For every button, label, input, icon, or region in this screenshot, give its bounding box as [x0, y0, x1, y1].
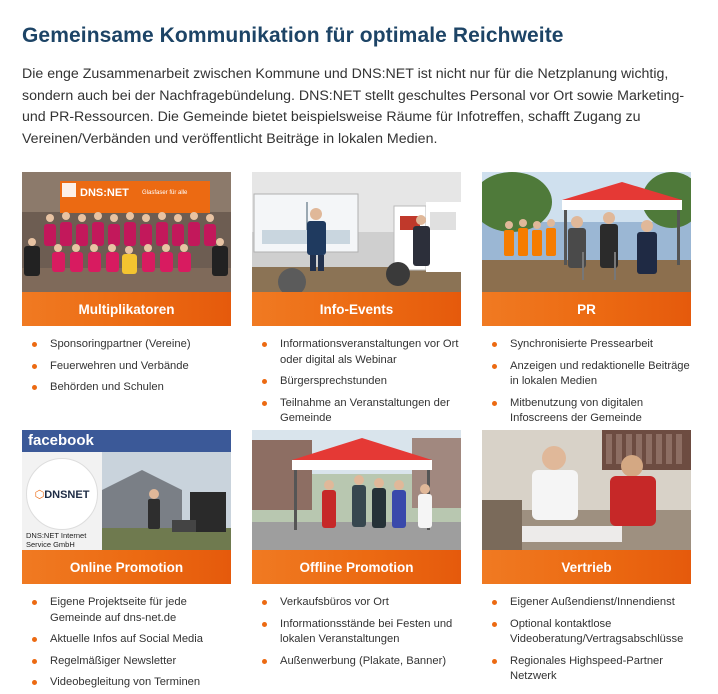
list-item: Aktuelle Infos auf Social Media — [22, 632, 231, 648]
offline-promotion-list — [252, 595, 461, 669]
intro-paragraph: Die enge Zusammenarbeit zwischen Kommune und DNS:NET ist nicht nur für die Netzplanung wichtig, sondern auch bei der Nachfragebündelung. DNS:NET stellt geschultes Personal vor Ort sowie Marketing- und PR-Ressourcen. Die Gemeinde bietet beispielsweise Räume für Infotreffen, schafft Zugang zu Vereinen/Verbänden und veröffentlicht Beiträge in lokalen Medien. — [22, 66, 685, 147]
card-label-pr: PR — [482, 292, 691, 326]
card-offline-promotion — [252, 430, 461, 675]
pr-list — [482, 337, 691, 427]
hexagon-icon: ⬡ — [34, 488, 45, 501]
list-item: Eigene Projektseite für jede Gemeinde auf dns-net.de — [22, 595, 231, 626]
card-multiplikatoren — [22, 172, 231, 402]
list-item: Anzeigen und redaktionelle Beiträge in lokalen Medien — [482, 359, 691, 390]
card-vertrieb — [482, 430, 691, 691]
info-events-list — [252, 337, 461, 427]
list-item: Verkaufsbüros vor Ort — [252, 595, 461, 611]
list-item: Informationsveranstaltungen vor Ort oder digital als Webinar — [252, 337, 461, 368]
groundbreaking-photo — [482, 172, 691, 292]
list-item: Teilnahme an Veranstaltungen der Gemeinde — [252, 396, 461, 427]
list-item: Sponsoringpartner (Vereine) — [22, 337, 231, 353]
card-label-vertrieb: Vertrieb — [482, 550, 691, 584]
card-pr — [482, 172, 691, 433]
list-item: Mitbenutzung von digitalen Infoscreens der Gemeinde — [482, 396, 691, 427]
list-item: Feuerwehren und Verbände — [22, 359, 231, 375]
list-item: Regelmäßiger Newsletter — [22, 654, 231, 670]
multiplikatoren-list — [22, 337, 231, 396]
list-item: Behörden und Schulen — [22, 380, 231, 396]
card-label-multiplikatoren: Multiplikatoren — [22, 292, 231, 326]
team-banner-sign: Glasfaser für alle — [142, 190, 188, 196]
list-item: Informationsstände bei Festen und lokalen Veranstaltungen — [252, 617, 461, 648]
card-label-info-events: Info-Events — [252, 292, 461, 326]
list-item: Videobegleitung von Terminen — [22, 675, 231, 691]
card-label-offline-promotion: Offline Promotion — [252, 550, 461, 584]
facebook-page — [22, 430, 231, 550]
online-promotion-list — [22, 595, 231, 691]
list-item: Synchronisierte Pressearbeit — [482, 337, 691, 353]
list-item: Optional kontaktlose Videoberatung/Vertragsabschlüsse — [482, 617, 691, 648]
info-stand-photo — [252, 430, 461, 550]
vertrieb-list — [482, 595, 691, 685]
list-item: Außenwerbung (Plakate, Banner) — [252, 654, 461, 670]
company-logo — [26, 458, 98, 530]
sales-meeting-photo — [482, 430, 691, 550]
page-title: Gemeinsame Kommunikation für optimale Reichweite — [22, 24, 564, 47]
card-label-online-promotion: Online Promotion — [22, 550, 231, 584]
list-item: Bürgersprechstunden — [252, 374, 461, 390]
list-item: Eigener Außendienst/Innendienst — [482, 595, 691, 611]
presentation-photo — [252, 172, 461, 292]
company-caption: DNS:NET Internet Service GmbH — [26, 531, 87, 549]
list-item: Regionales Highspeed-Partner Netzwerk — [482, 654, 691, 685]
team-banner-text: DNS:NET — [80, 187, 129, 199]
facebook-bar: facebook — [22, 430, 231, 452]
company-logo-text: ⬡DNSNET — [34, 488, 90, 501]
team-photo — [22, 172, 231, 292]
card-info-events — [252, 172, 461, 433]
card-online-promotion — [22, 430, 231, 694]
